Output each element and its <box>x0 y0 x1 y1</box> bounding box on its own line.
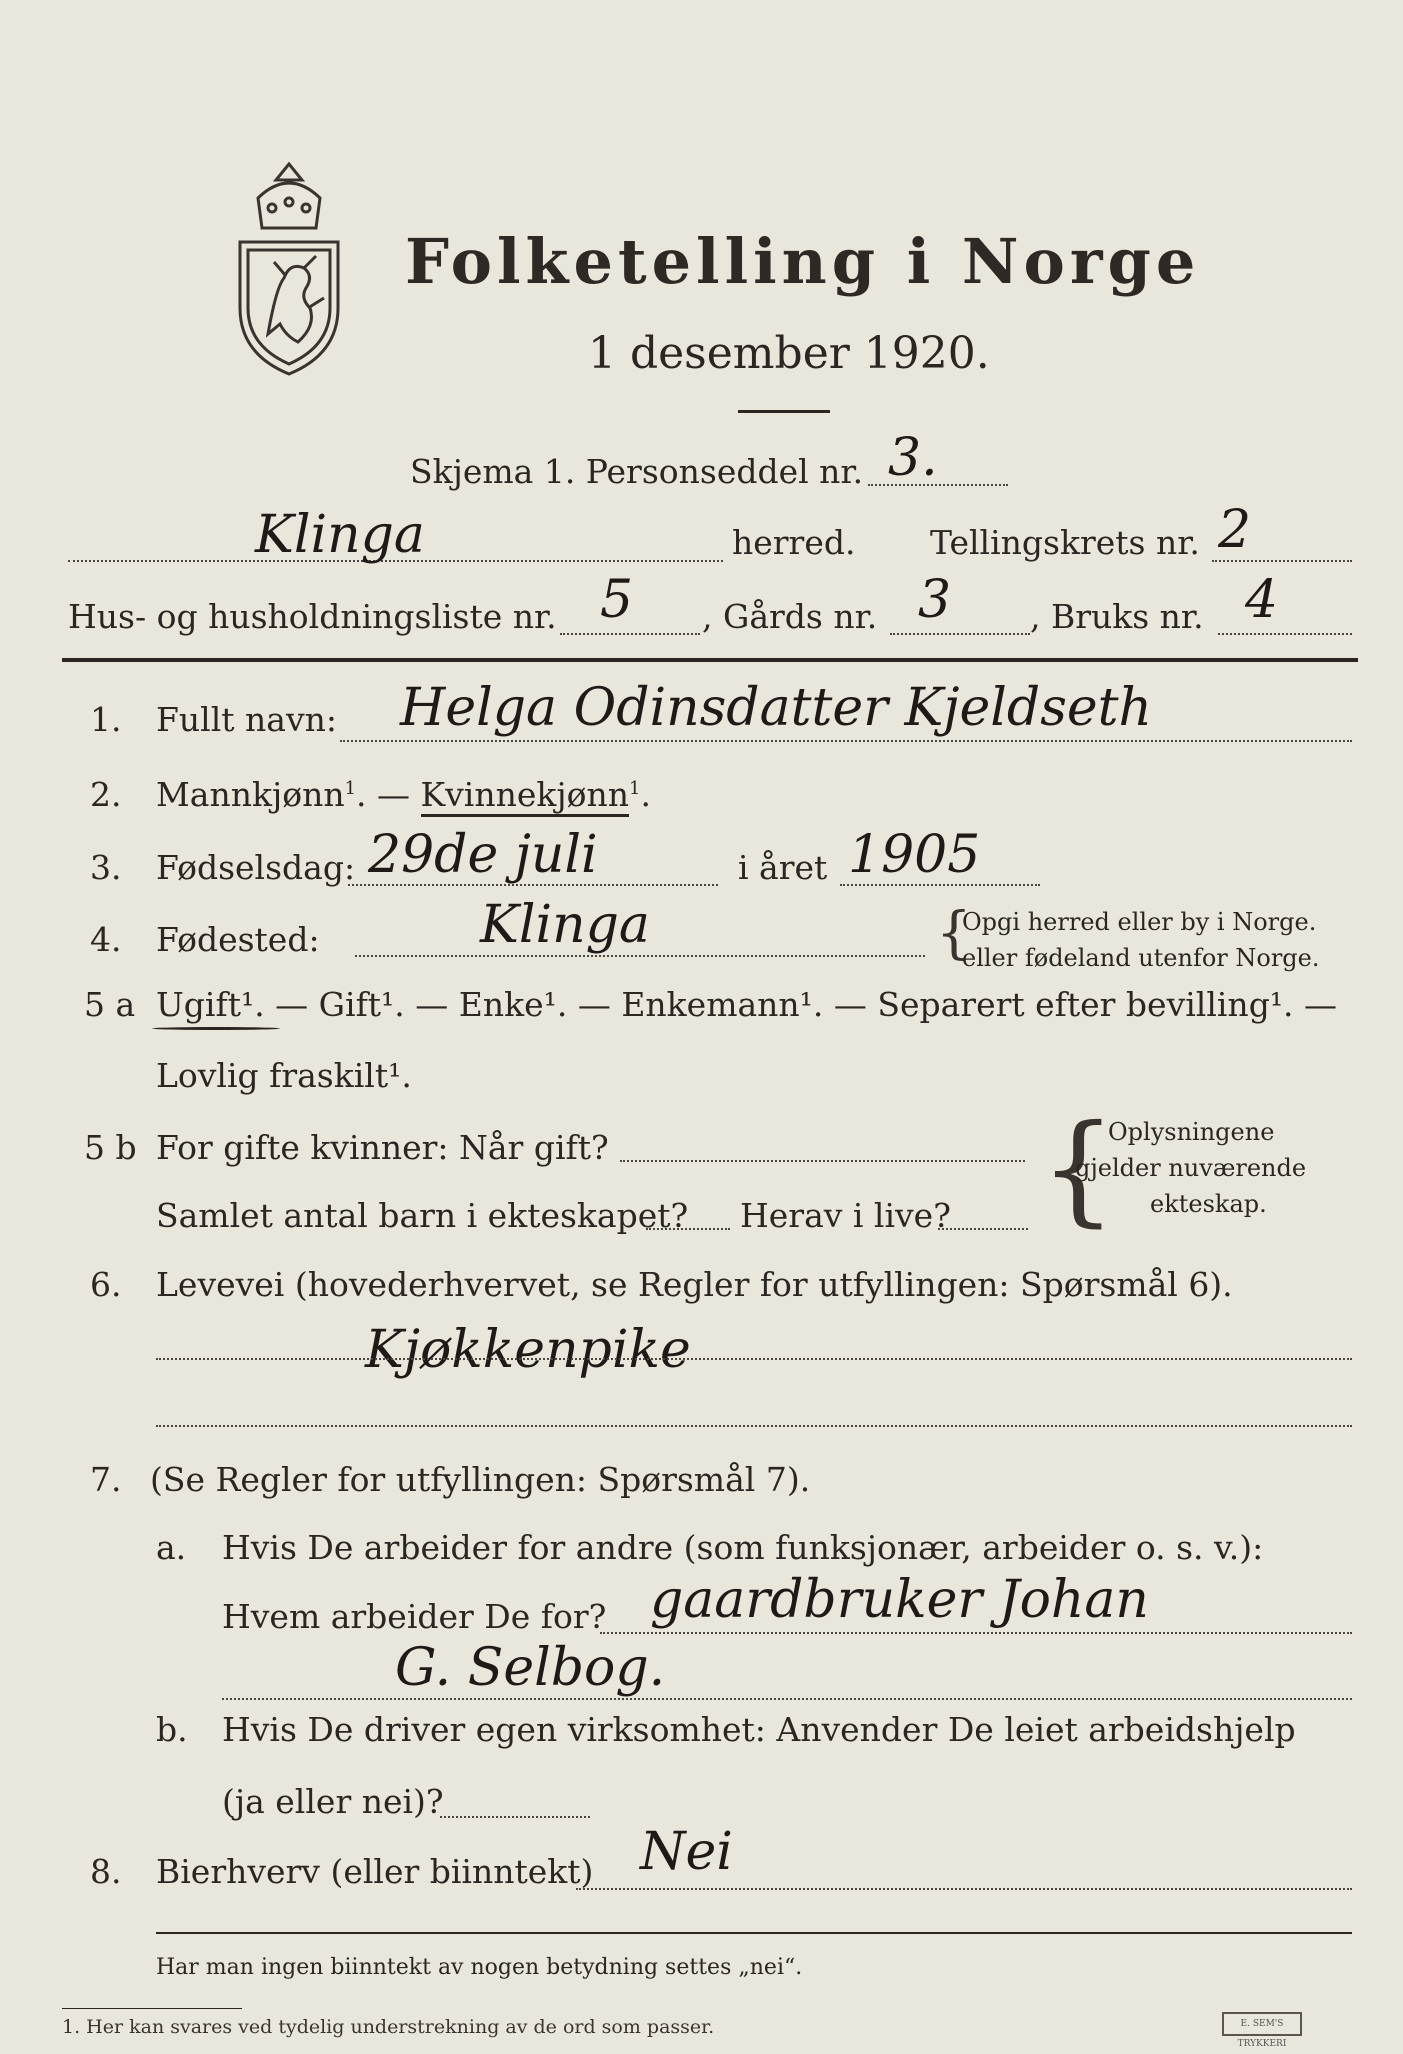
herred-label: herred. <box>732 523 856 562</box>
q3-year-label: i året <box>738 848 828 887</box>
q5b-number: 5 b <box>84 1128 137 1167</box>
q6-label: Levevei (hovederhvervet, se Regler for utfyllingen: Spørsmål 6). <box>156 1265 1233 1304</box>
footer-divider <box>156 1932 1352 1934</box>
footnote-rule <box>62 2008 242 2009</box>
skjema-value: 3. <box>888 428 938 488</box>
q4-number: 4. <box>90 920 122 959</box>
bruks-label: , Bruks nr. <box>1030 597 1204 636</box>
tellingskrets-value: 2 <box>1218 500 1252 560</box>
q1-value: Helga Odinsdatter Kjeldseth <box>400 678 1153 738</box>
q4-note-2: eller fødeland utenfor Norge. <box>962 944 1320 972</box>
q4-value: Klinga <box>480 895 650 955</box>
printer-stamp: E. SEM'S TRYKKERI <box>1222 2012 1302 2036</box>
q5b-children-field-line <box>646 1228 730 1230</box>
q4-brace: { <box>936 901 972 966</box>
title-divider <box>738 410 830 413</box>
herred-value: Klinga <box>255 505 425 565</box>
q8-label: Bierhverv (eller biinntekt) <box>156 1852 594 1891</box>
q5a-number: 5 a <box>84 985 136 1024</box>
gards-field-line <box>890 633 1030 635</box>
norwegian-lion-coat-of-arms-icon <box>228 158 350 380</box>
q2-separator: . — <box>356 775 421 814</box>
q5b-note-3: ekteskap. <box>1150 1190 1267 1218</box>
q5b-brace: { <box>1040 1100 1117 1239</box>
q8-value: Nei <box>640 1822 733 1882</box>
q2-options: Mannkjønn$^1$. — Kvinnekjønn$^1$. <box>156 775 651 814</box>
form-date: 1 desember 1920. <box>588 328 990 379</box>
q5b-label-1: For gifte kvinner: Når gift? <box>156 1128 609 1167</box>
q4-field-line <box>355 955 925 957</box>
q7a-number: a. <box>156 1528 187 1567</box>
tellingskrets-field-line <box>1212 560 1352 562</box>
q3-year-value: 1905 <box>848 825 981 885</box>
q7b-field-line <box>440 1816 590 1818</box>
q8-number: 8. <box>90 1852 122 1891</box>
hus-field-line <box>560 633 700 635</box>
tellingskrets-label: Tellingskrets nr. <box>930 523 1200 562</box>
q7b-number: b. <box>156 1710 188 1749</box>
q4-label: Fødested: <box>156 920 320 959</box>
q7-label: (Se Regler for utfyllingen: Spørsmål 7). <box>150 1460 811 1499</box>
gards-value: 3 <box>918 570 952 630</box>
skjema-label: Skjema 1. Personseddel nr. <box>410 452 864 491</box>
q3-label: Fødselsdag: <box>156 848 356 887</box>
q7a-field-line-2 <box>222 1698 1352 1700</box>
q1-label: Fullt navn: <box>156 700 337 739</box>
q7a-field-line-1 <box>600 1632 1352 1634</box>
gards-label: , Gårds nr. <box>702 597 878 636</box>
q3-number: 3. <box>90 848 122 887</box>
q7b-label: Hvis De driver egen virksomhet: Anvender De leiet arbeidshjelp <box>222 1710 1296 1749</box>
form-title: Folketelling i Norge <box>405 225 1201 298</box>
q5a-ugift-underline <box>152 1027 280 1030</box>
q7a-label: Hvis De arbeider for andre (som funksjonær, arbeider o. s. v.): <box>222 1528 1264 1567</box>
q8-field-line <box>576 1888 1352 1890</box>
bruks-field-line <box>1218 633 1352 635</box>
footer-note: Har man ingen biinntekt av nogen betydning settes „nei“. <box>156 1955 803 1980</box>
q5b-alive-field-line <box>938 1228 1028 1230</box>
q7-number: 7. <box>90 1460 122 1499</box>
q5b-note-2: gjelder nuværende <box>1075 1154 1307 1182</box>
q4-note-1: Opgi herred eller by i Norge. <box>962 908 1317 936</box>
q5a-options: Ugift¹. — Gift¹. — Enke¹. — Enkemann¹. — Separert efter bevilling¹. — <box>156 985 1338 1024</box>
q5a-options-2: Lovlig fraskilt¹. <box>156 1056 412 1095</box>
q5b-note-1: Oplysningene <box>1108 1118 1275 1146</box>
q7a-value-1: gaardbruker Johan <box>650 1570 1149 1630</box>
q5b-label-3: Herav i live? <box>740 1196 951 1235</box>
q2-number: 2. <box>90 775 122 814</box>
q6-value: Kjøkkenpike <box>365 1320 691 1380</box>
bruks-value: 4 <box>1245 570 1279 630</box>
q5b-label-2: Samlet antal barn i ekteskapet? <box>156 1196 689 1235</box>
q7a-question: Hvem arbeider De for? <box>222 1597 607 1636</box>
q2-male-option: Mannkjønn <box>156 775 345 814</box>
q6-number: 6. <box>90 1265 122 1304</box>
q1-field-line <box>340 740 1352 742</box>
q2-end: . <box>640 775 651 814</box>
q6-field-line-2 <box>156 1425 1352 1427</box>
q6-field-line-1 <box>156 1358 1352 1360</box>
q7b-question: (ja eller nei)? <box>222 1782 444 1821</box>
q1-number: 1. <box>90 700 122 739</box>
q7a-value-2: G. Selbog. <box>395 1638 666 1698</box>
q2-female-option: Kvinnekjønn <box>421 775 630 817</box>
footnote: 1. Her kan svares ved tydelig understrekning av de ord som passer. <box>62 2016 715 2038</box>
hus-label: Hus- og husholdningsliste nr. <box>68 597 557 636</box>
hus-value: 5 <box>600 570 634 630</box>
section-divider <box>62 658 1358 662</box>
q5b-married-field-line <box>620 1160 1025 1162</box>
q3-value: 29de juli <box>368 825 598 885</box>
